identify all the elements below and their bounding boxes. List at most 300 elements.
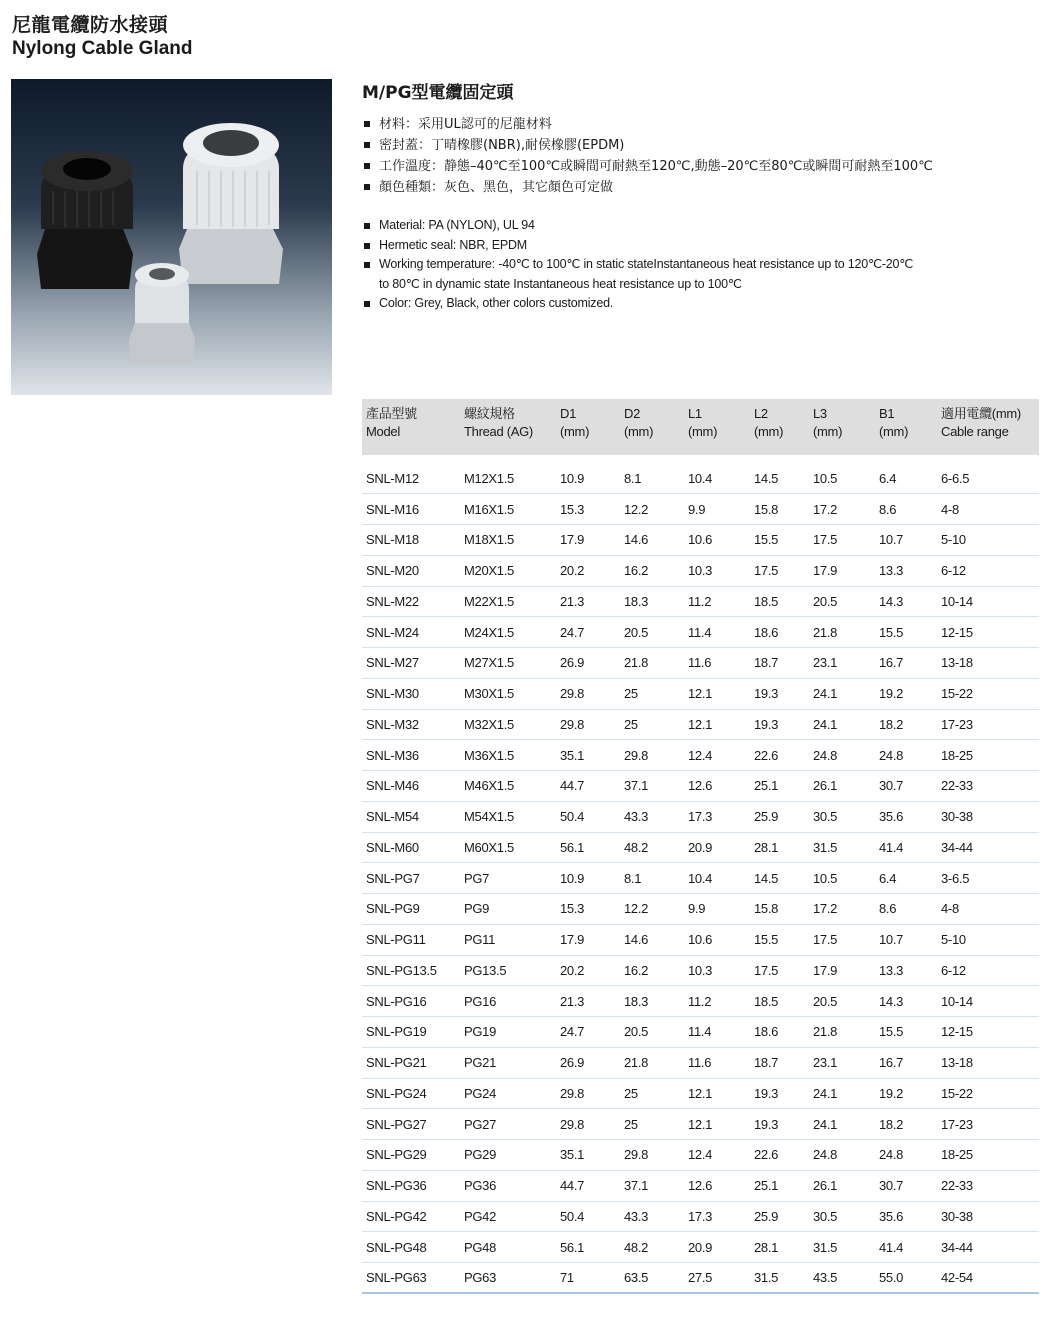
table-cell: 20.9 bbox=[684, 1232, 750, 1263]
table-cell: 26.1 bbox=[809, 771, 875, 802]
column-header bbox=[556, 399, 620, 455]
table-cell: 5-10 bbox=[937, 525, 1039, 556]
table-cell: 29.8 bbox=[556, 1078, 620, 1109]
table-cell: 35.1 bbox=[556, 740, 620, 771]
table-cell: 21.3 bbox=[556, 586, 620, 617]
table-row bbox=[362, 1078, 1039, 1109]
table-cell: 15.8 bbox=[750, 894, 809, 925]
table-cell: M54X1.5 bbox=[460, 801, 556, 832]
table-cell: 21.8 bbox=[620, 1047, 684, 1078]
table-cell: 34-44 bbox=[937, 832, 1039, 863]
black-gland-graphic bbox=[37, 151, 133, 289]
table-cell: 10-14 bbox=[937, 586, 1039, 617]
column-header bbox=[937, 399, 1039, 455]
table-cell: SNL-M60 bbox=[362, 832, 460, 863]
table-cell: 17-23 bbox=[937, 709, 1039, 740]
table-cell: 15.5 bbox=[875, 1017, 937, 1048]
table-cell: SNL-PG16 bbox=[362, 986, 460, 1017]
table-row bbox=[362, 463, 1039, 494]
table-cell: 16.7 bbox=[875, 648, 937, 679]
table-cell: M60X1.5 bbox=[460, 832, 556, 863]
table-cell: 25 bbox=[620, 678, 684, 709]
table-cell: 4-8 bbox=[937, 494, 1039, 525]
table-cell: 42-54 bbox=[937, 1263, 1039, 1294]
table-cell: 18.7 bbox=[750, 1047, 809, 1078]
table-row bbox=[362, 494, 1039, 525]
spec-item-material-zh: 材料：采用UL認可的尼龍材料 bbox=[362, 114, 933, 135]
table-row bbox=[362, 1047, 1039, 1078]
table-row bbox=[362, 617, 1039, 648]
table-cell: 71 bbox=[556, 1263, 620, 1294]
table-cell: 11.6 bbox=[684, 648, 750, 679]
table-cell: PG36 bbox=[460, 1170, 556, 1201]
table-cell: 6-12 bbox=[937, 555, 1039, 586]
column-header bbox=[460, 399, 556, 455]
table-cell: 13.3 bbox=[875, 555, 937, 586]
table-cell: 24.1 bbox=[809, 1109, 875, 1140]
table-cell: 13-18 bbox=[937, 1047, 1039, 1078]
table-cell: 18.6 bbox=[750, 617, 809, 648]
table-row bbox=[362, 863, 1039, 894]
table-cell: 10-14 bbox=[937, 986, 1039, 1017]
column-header-line1: 產品型號 bbox=[366, 406, 417, 421]
table-cell: SNL-M22 bbox=[362, 586, 460, 617]
table-cell: 12.2 bbox=[620, 494, 684, 525]
table-cell: 26.9 bbox=[556, 1047, 620, 1078]
spec-list-en bbox=[362, 216, 919, 314]
table-cell: 17.5 bbox=[809, 525, 875, 556]
table-row bbox=[362, 1263, 1039, 1294]
table-cell: 18.2 bbox=[875, 1109, 937, 1140]
grey-gland-graphic bbox=[179, 123, 283, 284]
table-cell: 17.2 bbox=[809, 894, 875, 925]
table-cell: 15.3 bbox=[556, 494, 620, 525]
table-row bbox=[362, 1232, 1039, 1263]
table-cell: 11.2 bbox=[684, 586, 750, 617]
table-cell: 17.5 bbox=[750, 955, 809, 986]
table-cell: 18.6 bbox=[750, 1017, 809, 1048]
table-cell: PG29 bbox=[460, 1140, 556, 1171]
table-cell: 15.5 bbox=[750, 924, 809, 955]
table-cell: 20.5 bbox=[809, 586, 875, 617]
table-cell: SNL-M12 bbox=[362, 463, 460, 494]
table-cell: 44.7 bbox=[556, 1170, 620, 1201]
table-row bbox=[362, 555, 1039, 586]
table-cell: 18.7 bbox=[750, 648, 809, 679]
table-cell: 17.9 bbox=[556, 525, 620, 556]
table-cell: 30.7 bbox=[875, 1170, 937, 1201]
table-cell: M12X1.5 bbox=[460, 463, 556, 494]
table-cell: 14.6 bbox=[620, 525, 684, 556]
table-cell: PG11 bbox=[460, 924, 556, 955]
table-cell: 24.8 bbox=[875, 1140, 937, 1171]
table-cell: 15.8 bbox=[750, 494, 809, 525]
table-cell: SNL-PG42 bbox=[362, 1201, 460, 1232]
table-cell: 6-12 bbox=[937, 955, 1039, 986]
table-cell: 16.2 bbox=[620, 555, 684, 586]
table-cell: 9.9 bbox=[684, 494, 750, 525]
table-cell: 19.3 bbox=[750, 1078, 809, 1109]
table-cell: 18-25 bbox=[937, 1140, 1039, 1171]
table-row bbox=[362, 1170, 1039, 1201]
column-header bbox=[684, 399, 750, 455]
table-cell: 30.5 bbox=[809, 1201, 875, 1232]
table-cell: SNL-M46 bbox=[362, 771, 460, 802]
column-header bbox=[809, 399, 875, 455]
table-cell: 55.0 bbox=[875, 1263, 937, 1294]
table-row bbox=[362, 771, 1039, 802]
table-row bbox=[362, 1109, 1039, 1140]
table-cell: SNL-M20 bbox=[362, 555, 460, 586]
table-cell: 17.5 bbox=[809, 924, 875, 955]
table-cell: 20.9 bbox=[684, 832, 750, 863]
column-header-line2: (mm) bbox=[754, 424, 784, 439]
table-cell: SNL-PG27 bbox=[362, 1109, 460, 1140]
table-cell: 29.8 bbox=[556, 709, 620, 740]
spec-list-zh bbox=[362, 114, 933, 198]
table-cell: M20X1.5 bbox=[460, 555, 556, 586]
small-gland-graphic bbox=[129, 263, 195, 364]
table-cell: PG13.5 bbox=[460, 955, 556, 986]
table-cell: SNL-M16 bbox=[362, 494, 460, 525]
table-cell: 22.6 bbox=[750, 740, 809, 771]
table-cell: PG24 bbox=[460, 1078, 556, 1109]
table-row bbox=[362, 1140, 1039, 1171]
table-cell: 8.1 bbox=[620, 463, 684, 494]
table-cell: 29.8 bbox=[620, 1140, 684, 1171]
table-cell: SNL-PG29 bbox=[362, 1140, 460, 1171]
table-cell: 10.6 bbox=[684, 525, 750, 556]
table-cell: SNL-PG48 bbox=[362, 1232, 460, 1263]
table-cell: SNL-M24 bbox=[362, 617, 460, 648]
table-cell: 17.5 bbox=[750, 555, 809, 586]
table-cell: PG21 bbox=[460, 1047, 556, 1078]
table-cell: 12.4 bbox=[684, 1140, 750, 1171]
table-cell: 20.5 bbox=[809, 986, 875, 1017]
table-cell: 12.1 bbox=[684, 1078, 750, 1109]
table-cell: SNL-PG19 bbox=[362, 1017, 460, 1048]
cable-gland-image bbox=[11, 79, 332, 395]
column-header-line1: L1 bbox=[688, 406, 702, 421]
table-cell: 44.7 bbox=[556, 771, 620, 802]
table-cell: 10.5 bbox=[809, 463, 875, 494]
table-cell: 17.9 bbox=[556, 924, 620, 955]
table-cell: 14.3 bbox=[875, 986, 937, 1017]
table-cell: PG19 bbox=[460, 1017, 556, 1048]
table-cell: 23.1 bbox=[809, 1047, 875, 1078]
table-cell: 20.5 bbox=[620, 617, 684, 648]
table-row bbox=[362, 955, 1039, 986]
column-header-line1: B1 bbox=[879, 406, 895, 421]
table-cell: 50.4 bbox=[556, 801, 620, 832]
table-cell: 63.5 bbox=[620, 1263, 684, 1294]
table-cell: 21.8 bbox=[809, 617, 875, 648]
column-header-line2: Cable range bbox=[941, 424, 1009, 439]
column-header bbox=[620, 399, 684, 455]
table-cell: 20.2 bbox=[556, 555, 620, 586]
table-cell: M16X1.5 bbox=[460, 494, 556, 525]
table-cell: 16.7 bbox=[875, 1047, 937, 1078]
table-cell: 10.9 bbox=[556, 863, 620, 894]
table-cell: SNL-PG11 bbox=[362, 924, 460, 955]
table-cell: 14.5 bbox=[750, 863, 809, 894]
table-cell: 19.3 bbox=[750, 709, 809, 740]
table-cell: 25.1 bbox=[750, 1170, 809, 1201]
table-cell: 24.7 bbox=[556, 1017, 620, 1048]
column-header-line2: (mm) bbox=[688, 424, 718, 439]
table-cell: SNL-PG9 bbox=[362, 894, 460, 925]
table-row bbox=[362, 1017, 1039, 1048]
table-cell: 15.3 bbox=[556, 894, 620, 925]
table-cell: 10.7 bbox=[875, 525, 937, 556]
column-header-line2: (mm) bbox=[560, 424, 590, 439]
table-cell: 24.8 bbox=[809, 740, 875, 771]
table-header-row bbox=[362, 399, 1039, 455]
table-cell: M36X1.5 bbox=[460, 740, 556, 771]
table-row bbox=[362, 709, 1039, 740]
table-cell: 24.7 bbox=[556, 617, 620, 648]
table-cell: 10.4 bbox=[684, 463, 750, 494]
table-cell: 24.8 bbox=[809, 1140, 875, 1171]
table-cell: 6.4 bbox=[875, 863, 937, 894]
page-title-zh: 尼龍電纜防水接頭 bbox=[12, 14, 169, 36]
table-cell: 24.1 bbox=[809, 678, 875, 709]
table-row bbox=[362, 986, 1039, 1017]
table-cell: M27X1.5 bbox=[460, 648, 556, 679]
table-cell: 22-33 bbox=[937, 771, 1039, 802]
table-cell: SNL-PG7 bbox=[362, 863, 460, 894]
table-cell: 17-23 bbox=[937, 1109, 1039, 1140]
table-cell: 13.3 bbox=[875, 955, 937, 986]
table-cell: 28.1 bbox=[750, 832, 809, 863]
table-cell: 10.4 bbox=[684, 863, 750, 894]
table-cell: 19.3 bbox=[750, 678, 809, 709]
table-cell: 19.2 bbox=[875, 678, 937, 709]
table-cell: 4-8 bbox=[937, 894, 1039, 925]
page-title-en: Nylong Cable Gland bbox=[12, 38, 193, 59]
spec-item-color-zh: 顏色種類：灰色、黑色，其它顏色可定做 bbox=[362, 177, 933, 198]
table-cell: 22.6 bbox=[750, 1140, 809, 1171]
table-cell: PG42 bbox=[460, 1201, 556, 1232]
table-cell: 29.8 bbox=[556, 678, 620, 709]
table-row bbox=[362, 894, 1039, 925]
table-cell: 17.9 bbox=[809, 555, 875, 586]
table-row bbox=[362, 678, 1039, 709]
table-cell: 12.2 bbox=[620, 894, 684, 925]
column-header-line1: 螺紋規格 bbox=[464, 406, 515, 421]
table-cell: 15-22 bbox=[937, 678, 1039, 709]
table-cell: 30.7 bbox=[875, 771, 937, 802]
table-cell: 28.1 bbox=[750, 1232, 809, 1263]
table-cell: SNL-M54 bbox=[362, 801, 460, 832]
column-header bbox=[362, 399, 460, 455]
table-cell: 41.4 bbox=[875, 832, 937, 863]
table-row bbox=[362, 924, 1039, 955]
spec-table bbox=[362, 399, 1039, 1294]
table-cell: 35.1 bbox=[556, 1140, 620, 1171]
table-cell: 12.1 bbox=[684, 678, 750, 709]
table-cell: 10.6 bbox=[684, 924, 750, 955]
table-cell: 12-15 bbox=[937, 617, 1039, 648]
table-cell: 8.1 bbox=[620, 863, 684, 894]
table-cell: SNL-M36 bbox=[362, 740, 460, 771]
table-cell: 29.8 bbox=[620, 740, 684, 771]
table-cell: 35.6 bbox=[875, 801, 937, 832]
table-cell: SNL-PG63 bbox=[362, 1263, 460, 1294]
table-cell: 15.5 bbox=[750, 525, 809, 556]
table-cell: 17.3 bbox=[684, 801, 750, 832]
column-header-line2: (mm) bbox=[624, 424, 654, 439]
product-photo bbox=[11, 79, 332, 395]
table-cell: M32X1.5 bbox=[460, 709, 556, 740]
section-title: M/PG型電纜固定頭 bbox=[362, 83, 514, 103]
table-cell: 48.2 bbox=[620, 1232, 684, 1263]
table-cell: PG48 bbox=[460, 1232, 556, 1263]
table-cell: 34-44 bbox=[937, 1232, 1039, 1263]
table-cell: 16.2 bbox=[620, 955, 684, 986]
table-cell: 43.3 bbox=[620, 801, 684, 832]
table-cell: 9.9 bbox=[684, 894, 750, 925]
column-header bbox=[750, 399, 809, 455]
table-cell: 21.3 bbox=[556, 986, 620, 1017]
table-cell: 20.5 bbox=[620, 1017, 684, 1048]
table-row bbox=[362, 740, 1039, 771]
table-cell: 24.1 bbox=[809, 709, 875, 740]
table-cell: SNL-PG36 bbox=[362, 1170, 460, 1201]
table-cell: 18.3 bbox=[620, 986, 684, 1017]
table-cell: 50.4 bbox=[556, 1201, 620, 1232]
table-cell: 11.4 bbox=[684, 1017, 750, 1048]
table-cell: 5-10 bbox=[937, 924, 1039, 955]
column-header-line2: Thread (AG) bbox=[464, 424, 533, 439]
table-cell: 30-38 bbox=[937, 1201, 1039, 1232]
table-cell: 11.2 bbox=[684, 986, 750, 1017]
table-cell: 8.6 bbox=[875, 494, 937, 525]
table-cell: 35.6 bbox=[875, 1201, 937, 1232]
table-cell: M46X1.5 bbox=[460, 771, 556, 802]
column-header bbox=[875, 399, 937, 455]
table-cell: 56.1 bbox=[556, 832, 620, 863]
table-cell: 10.5 bbox=[809, 863, 875, 894]
table-cell: 43.3 bbox=[620, 1201, 684, 1232]
table-cell: 25 bbox=[620, 1078, 684, 1109]
table-cell: 25 bbox=[620, 1109, 684, 1140]
table-cell: SNL-PG21 bbox=[362, 1047, 460, 1078]
table-cell: 8.6 bbox=[875, 894, 937, 925]
table-cell: 6.4 bbox=[875, 463, 937, 494]
table-cell: SNL-M27 bbox=[362, 648, 460, 679]
table-cell: 21.8 bbox=[620, 648, 684, 679]
table-cell: 31.5 bbox=[750, 1263, 809, 1294]
table-cell: 48.2 bbox=[620, 832, 684, 863]
table-cell: 12.6 bbox=[684, 1170, 750, 1201]
table-cell: 15-22 bbox=[937, 1078, 1039, 1109]
table-cell: 18.5 bbox=[750, 586, 809, 617]
table-cell: 25.9 bbox=[750, 801, 809, 832]
column-header-line2: Model bbox=[366, 424, 400, 439]
table-cell: 17.9 bbox=[809, 955, 875, 986]
table-body bbox=[362, 463, 1039, 1293]
table-cell: 30-38 bbox=[937, 801, 1039, 832]
table-cell: PG16 bbox=[460, 986, 556, 1017]
spec-item-material-en: Material: PA (NYLON), UL 94 bbox=[362, 216, 919, 236]
spec-item-temperature-en: Working temperature: -40℃ to 100℃ in static stateInstantaneous heat resistance up to 120℃-20℃ to 80℃ in dynamic state Instantaneous heat resistance up to 100℃ bbox=[362, 255, 919, 294]
table-cell: 18.2 bbox=[875, 709, 937, 740]
table-row bbox=[362, 648, 1039, 679]
column-header-line1: 適用電纜(mm) bbox=[941, 406, 1021, 421]
table-cell: SNL-M30 bbox=[362, 678, 460, 709]
table-cell: 17.2 bbox=[809, 494, 875, 525]
table-cell: PG9 bbox=[460, 894, 556, 925]
table-cell: SNL-M18 bbox=[362, 525, 460, 556]
table-cell: 19.2 bbox=[875, 1078, 937, 1109]
table-cell: SNL-PG13.5 bbox=[362, 955, 460, 986]
table-cell: M18X1.5 bbox=[460, 525, 556, 556]
table-row bbox=[362, 832, 1039, 863]
table-cell: 3-6.5 bbox=[937, 863, 1039, 894]
table-cell: 29.8 bbox=[556, 1109, 620, 1140]
table-cell: 12.1 bbox=[684, 709, 750, 740]
spec-item-color-en: Color: Grey, Black, other colors customized. bbox=[362, 294, 919, 314]
column-header-line2: (mm) bbox=[813, 424, 843, 439]
table-row bbox=[362, 801, 1039, 832]
table-row bbox=[362, 586, 1039, 617]
table-cell: 26.1 bbox=[809, 1170, 875, 1201]
table-cell: 12.6 bbox=[684, 771, 750, 802]
table-cell: 27.5 bbox=[684, 1263, 750, 1294]
table-cell: 56.1 bbox=[556, 1232, 620, 1263]
table-cell: 37.1 bbox=[620, 1170, 684, 1201]
spec-item-seal-zh: 密封蓋：丁晴橡膠(NBR),耐侯橡膠(EPDM) bbox=[362, 135, 933, 156]
table-cell: 12.1 bbox=[684, 1109, 750, 1140]
table-cell: 43.5 bbox=[809, 1263, 875, 1294]
table-cell: SNL-PG24 bbox=[362, 1078, 460, 1109]
table-cell: M24X1.5 bbox=[460, 617, 556, 648]
table-cell: 10.3 bbox=[684, 555, 750, 586]
table-cell: 17.3 bbox=[684, 1201, 750, 1232]
table-cell: 6-6.5 bbox=[937, 463, 1039, 494]
column-header-line1: D2 bbox=[624, 406, 641, 421]
spec-item-temperature-zh: 工作溫度：静態–40℃至100℃或瞬間可耐熱至120℃,動態–20℃至80℃或瞬間可耐熱至100℃ bbox=[362, 156, 933, 177]
table-cell: 25 bbox=[620, 709, 684, 740]
table-cell: 41.4 bbox=[875, 1232, 937, 1263]
table-cell: 22-33 bbox=[937, 1170, 1039, 1201]
table-cell: 15.5 bbox=[875, 617, 937, 648]
table-cell: 10.9 bbox=[556, 463, 620, 494]
table-cell: 31.5 bbox=[809, 832, 875, 863]
column-header-line1: D1 bbox=[560, 406, 577, 421]
table-cell: 10.3 bbox=[684, 955, 750, 986]
table-cell: 20.2 bbox=[556, 955, 620, 986]
table-cell: 24.8 bbox=[875, 740, 937, 771]
table-cell: 18.3 bbox=[620, 586, 684, 617]
table-cell: 14.5 bbox=[750, 463, 809, 494]
table-cell: SNL-M32 bbox=[362, 709, 460, 740]
table-cell: 24.1 bbox=[809, 1078, 875, 1109]
table-cell: 26.9 bbox=[556, 648, 620, 679]
table-cell: 25.9 bbox=[750, 1201, 809, 1232]
table-cell: M22X1.5 bbox=[460, 586, 556, 617]
table-cell: 10.7 bbox=[875, 924, 937, 955]
table-cell: PG63 bbox=[460, 1263, 556, 1294]
table-cell: 31.5 bbox=[809, 1232, 875, 1263]
table-cell: 12-15 bbox=[937, 1017, 1039, 1048]
column-header-line2: (mm) bbox=[879, 424, 909, 439]
table-cell: 21.8 bbox=[809, 1017, 875, 1048]
table-cell: M30X1.5 bbox=[460, 678, 556, 709]
table-cell: 23.1 bbox=[809, 648, 875, 679]
table-cell: 14.3 bbox=[875, 586, 937, 617]
